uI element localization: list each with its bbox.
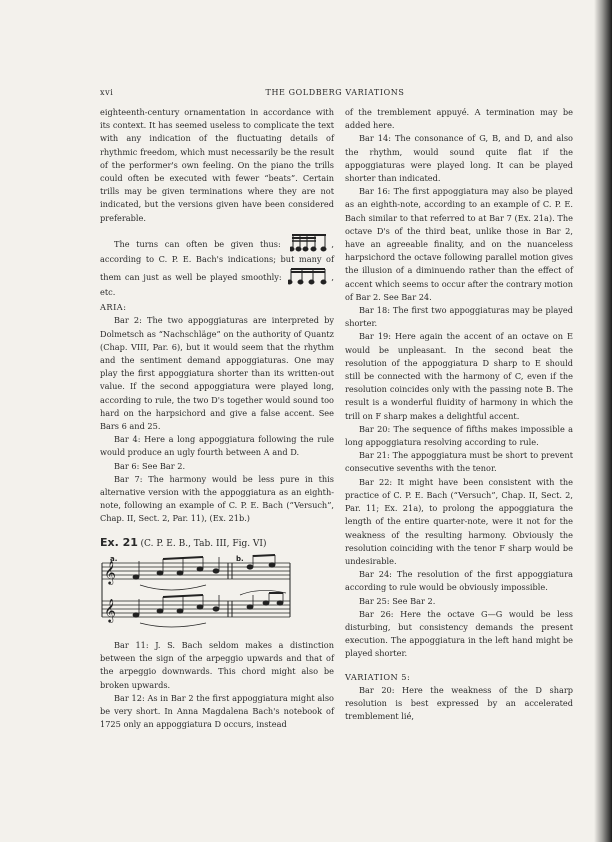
note-bar-19: Bar 19: Here again the accent of an octave on E would be unpleasant. In the second beat the resolution of the appoggiatura D sharp to E should still be connected with the harmony of C, even if the resolution coincides only with the passing note B. The result is a wonderful fluidity of harmony in which the trill on F sharp makes a delightful accent. [345, 331, 573, 421]
note-bar-25: Bar 25: See Bar 2. [359, 595, 436, 606]
part-b-label: b. [236, 554, 244, 563]
left-column [100, 106, 334, 731]
note-bar-6: Bar 6: See Bar 2. [114, 460, 186, 471]
note-bar-2: Bar 2: The two appoggiaturas are interpreted by Dolmetsch as “Nachschläge” on the authority of Quantz (Chap. VIII, Par. 6), but it would seem that the rhythm and the sentiment demand appoggiaturas. One may play the first appoggiatura shorter than its written-out value. If the second appoggiatura were played long, according to rule, the two D's together would sound too hard on the harpsichord and give a false accent. See Bars 6 and 25. [100, 315, 334, 432]
note-bar-20: Bar 20: The sequence of fifths makes impossible a long appoggiatura resolving according to rule. [345, 423, 573, 448]
turn-notation-figure [290, 233, 328, 253]
aria-heading: ARIA: [100, 302, 127, 313]
note-continued: of the tremblement appuyé. A termination may be added here. [345, 107, 573, 131]
note-bar-26: Bar 26: Here the octave G—G would be less disturbing, but consistency demands the present execution. The appoggiatura in the left hand might be played shorter. [345, 608, 573, 659]
paragraph-turns: The turns can often be given thus: , according to C. P. E. Bach's indications; but many of them can just as well be played smoothly: , etc. [100, 233, 334, 299]
note-var5-bar-20: Bar 20: Here the weakness of the D sharp resolution is best expressed by an accelerated tremblement lié, [345, 684, 573, 722]
svg-text:𝄞: 𝄞 [104, 597, 116, 622]
music-score-figure [100, 553, 300, 633]
running-head [100, 88, 570, 102]
page-number: xvi [100, 88, 114, 97]
note-bar-24: Bar 24: The resolution of the first appoggiatura according to rule would be obviously impossible. [345, 569, 573, 593]
smooth-turn-figure [288, 266, 328, 286]
paragraph-ornamentation: eighteenth-century ornamentation in accordance with its context. It has seemed useless to complicate the text with any indication of the fluctuating details of rhythmic freedom, which must necessarily be the result of the performer's own feeling. On the piano the trills could often be executed with fewer “beats”. Certain trills may be given terminations where they are not indicated, but the versions given have been considered preferable. [100, 107, 334, 223]
example-caption [100, 536, 334, 551]
note-bar-4: Bar 4: Here a long appoggiatura following the rule would produce an ugly fourth between A and D. [100, 434, 334, 458]
note-bar-22: Bar 22: It might have been consistent with the practice of C. P. E. Bach (“Versuch”, Chap. II, Sect. 2, Par. 11; Ex. 21a), to prolong the appoggiatura the length of the entire quarter-note, were it not for the weakness of the resulting harmony. Obviously the resolution coinciding with the tenor F sharp would be undesirable. [345, 476, 573, 566]
note-bar-7: Bar 7: The harmony would be less pure in this alternative version with the appoggiatura as an eighth-note, following an example of C. P. E. Bach (“Versuch”, Chap. II, Sect. 2, Par. 11), (Ex. 21b.) [100, 473, 334, 524]
note-bar-11: Bar 11: J. S. Bach seldom makes a distinction between the sign of the arpeggio upwards and that of the arpeggio downwards. This chord might also be broken upwards. [100, 639, 334, 690]
page-edge-shadow [594, 0, 612, 842]
note-bar-14: Bar 14: The consonance of G, B, and D, and also the rhythm, would sound quite flat if the appoggiaturas were played long. It can be played shorter than indicated. [345, 133, 573, 184]
example-source: (C. P. E. B., Tab. III, Fig. VI) [140, 538, 267, 549]
variation-5-heading: VARIATION 5: [345, 671, 411, 682]
note-bar-18: Bar 18: The first two appoggiaturas may be played shorter. [345, 305, 573, 329]
note-bar-21: Bar 21: The appoggiatura must be short to prevent consecutive sevenths with the tenor. [345, 450, 573, 474]
example-label: Ex. 21 [100, 535, 138, 549]
note-bar-12: Bar 12: As in Bar 2 the first appoggiatura might also be very short. In Anna Magdalena Bach's notebook of 1725 only an appoggiatura D occurs, instead [100, 692, 334, 730]
book-title: THE GOLDBERG VARIATIONS [265, 88, 405, 97]
svg-text:𝄞: 𝄞 [104, 559, 116, 584]
note-bar-16: Bar 16: The first appoggiatura may also be played as an eighth-note, according to an example of C. P. E. Bach similar to that referred to at Bar 7 (Ex. 21a). The octave D's of the third beat, unlike those in Bar 2, have an agreeable finality, and on the nuanceless harpsichord the octave following parallel motion gives the illusion of a diminuendo rather than the effect of accent which seems to occur after the contrary motion of Bar 2. See Bar 24. [345, 186, 573, 302]
right-column [345, 106, 573, 723]
music-example-21 [100, 536, 334, 633]
part-a-label: a. [110, 554, 118, 563]
